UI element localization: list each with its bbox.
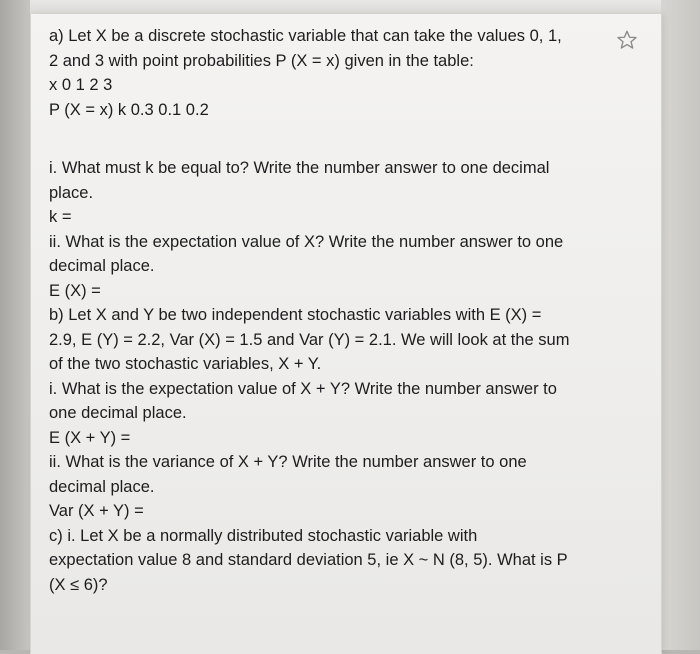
- photo-background-top: [0, 0, 700, 14]
- spacer: [49, 122, 609, 156]
- part-b-line: b) Let X and Y be two independent stochastic variables with E (X) =: [49, 306, 542, 324]
- part-a-line: a) Let X be a discrete stochastic variable that can take the values 0, 1,: [49, 27, 562, 45]
- part-b-i-line: one decimal place.: [49, 404, 187, 422]
- part-a-line: 2 and 3 with point probabilities P (X = x) given in the table:: [49, 51, 474, 70]
- part-c: [49, 524, 609, 598]
- question-card: [30, 14, 662, 654]
- part-a-i-line: place.: [49, 183, 94, 202]
- question-content: [49, 24, 609, 597]
- part-a-i: [49, 156, 609, 230]
- part-c-line: c) i. Let X be a normally distributed stochastic variable with: [49, 526, 478, 545]
- part-a-i-line: i. What must k be equal to? Write the number answer to one decimal: [49, 159, 550, 177]
- table-row-x: x 0 1 2 3: [49, 76, 113, 94]
- part-a-ii-line: ii. What is the expectation value of X? Write the number answer to one: [49, 232, 564, 251]
- part-b-line: of the two stochastic variables, X + Y.: [49, 355, 322, 373]
- table-row-probability: P (X = x) k 0.3 0.1 0.2: [49, 100, 209, 119]
- part-b-line: 2.9, E (Y) = 2.2, Var (X) = 1.5 and Var (Y) = 2.1. We will look at the sum: [49, 330, 570, 349]
- part-b: [49, 303, 609, 377]
- part-b-i: [49, 377, 609, 451]
- part-b-ii: [49, 450, 609, 524]
- part-b-ii-line: decimal place.: [49, 477, 155, 496]
- answer-label-varxy: Var (X + Y) =: [49, 502, 144, 520]
- answer-label-exy: E (X + Y) =: [49, 428, 131, 447]
- answer-label-k: k =: [49, 208, 72, 226]
- part-a-intro: [49, 24, 609, 122]
- part-c-line: expectation value 8 and standard deviation 5, ie X ~ N (8, 5). What is P: [49, 551, 568, 569]
- part-b-ii-line: ii. What is the variance of X + Y? Write the number answer to one: [49, 453, 527, 471]
- part-a-ii: [49, 230, 609, 304]
- part-a-ii-line: decimal place.: [49, 257, 155, 275]
- part-c-line: (X ≤ 6)?: [49, 575, 108, 594]
- photo-background-left: [0, 0, 30, 650]
- photo-background-right: [661, 0, 700, 650]
- star-outline-icon[interactable]: [616, 29, 638, 51]
- part-b-i-line: i. What is the expectation value of X + Y? Write the number answer to: [49, 379, 557, 398]
- answer-label-ex: E (X) =: [49, 281, 101, 300]
